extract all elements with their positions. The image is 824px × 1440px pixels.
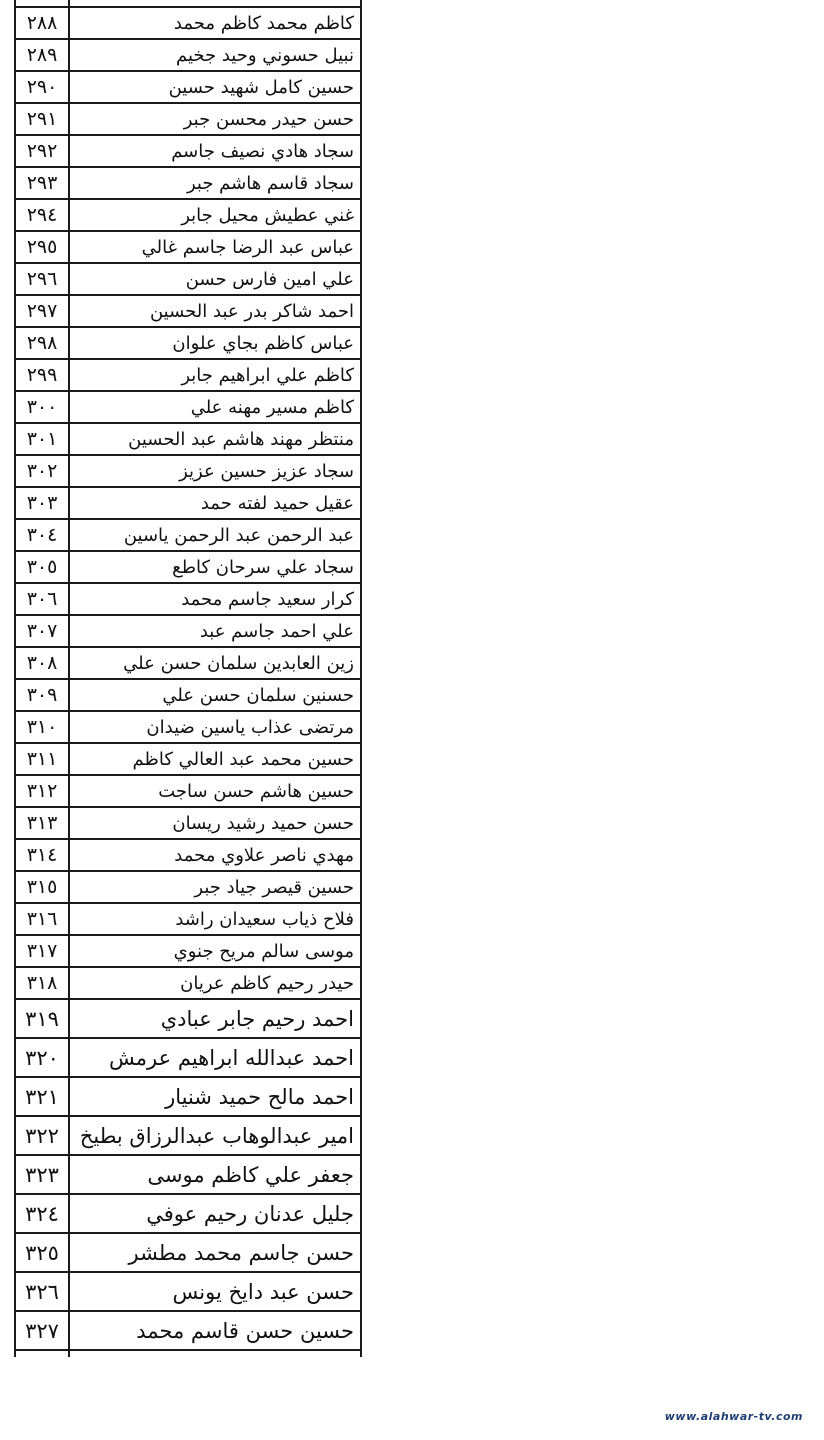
row-name: كاظم محمد كاظم محمد	[69, 7, 361, 39]
row-number: ٣١٩	[15, 999, 69, 1038]
table-row	[15, 1194, 361, 1233]
table-row	[15, 1155, 361, 1194]
row-name: حسن عبد دايخ يونس	[69, 1272, 361, 1311]
table-row	[15, 1233, 361, 1272]
row-number: ٣١٠	[15, 711, 69, 743]
row-name: غني عطيش محيل جابر	[69, 199, 361, 231]
row-number: ٣٢٥	[15, 1233, 69, 1272]
row-name: حيدر رحيم كاظم عريان	[69, 967, 361, 999]
row-number: ٣٢١	[15, 1077, 69, 1116]
row-number: ٢٩٧	[15, 295, 69, 327]
row-number: ٣٠١	[15, 423, 69, 455]
table-row	[15, 167, 361, 199]
row-name: احمد مالح حميد شنيار	[69, 1077, 361, 1116]
row-name: حسين محمد عبد العالي كاظم	[69, 743, 361, 775]
row-name: حسين حسن قاسم محمد	[69, 1311, 361, 1350]
row-number: ٣٠٢	[15, 455, 69, 487]
row-number: ٣٢٣	[15, 1155, 69, 1194]
table-row	[15, 903, 361, 935]
row-name: عبد الرحمن عبد الرحمن ياسين	[69, 519, 361, 551]
table-row	[15, 743, 361, 775]
row-name: منتظر مهند هاشم عبد الحسين	[69, 423, 361, 455]
row-number: ٢٩٢	[15, 135, 69, 167]
table-row	[15, 615, 361, 647]
row-number: ٣٢٧	[15, 1311, 69, 1350]
row-name: سجاد قاسم هاشم جبر	[69, 167, 361, 199]
row-number: ٣١٢	[15, 775, 69, 807]
row-number: ٣٢٦	[15, 1272, 69, 1311]
row-name: مهدي ناصر علاوي محمد	[69, 839, 361, 871]
row-name: كاظم علي ابراهيم جابر	[69, 359, 361, 391]
row-name: احمد شاكر بدر عبد الحسين	[69, 295, 361, 327]
table-row	[15, 199, 361, 231]
row-number: ٣٠٠	[15, 391, 69, 423]
row-name: عباس كاظم بجاي علوان	[69, 327, 361, 359]
table-row	[15, 391, 361, 423]
row-name: احمد عبدالله ابراهيم عرمش	[69, 1038, 361, 1077]
table-row	[15, 775, 361, 807]
table-row	[15, 1038, 361, 1077]
table-row-cut-bottom	[15, 1350, 361, 1357]
row-number: ٢٨٨	[15, 7, 69, 39]
row-number: ٣٠٩	[15, 679, 69, 711]
row-number: ٣١٤	[15, 839, 69, 871]
row-name: جعفر علي كاظم موسى	[69, 1155, 361, 1194]
table-row	[15, 487, 361, 519]
row-name: حسين كامل شهيد حسين	[69, 71, 361, 103]
table-row	[15, 455, 361, 487]
table-row	[15, 263, 361, 295]
table-row	[15, 551, 361, 583]
row-name: امير عبدالوهاب عبدالرزاق بطيخ	[69, 1116, 361, 1155]
table-row	[15, 103, 361, 135]
row-name: حسن جاسم محمد مطشر	[69, 1233, 361, 1272]
table-row	[15, 231, 361, 263]
row-name: مرتضى عذاب ياسين ضيدان	[69, 711, 361, 743]
cell-name	[69, 0, 361, 7]
row-number: ٢٨٩	[15, 39, 69, 71]
row-name: عقيل حميد لفته حمد	[69, 487, 361, 519]
table-row	[15, 135, 361, 167]
row-name: احمد رحيم جابر عبادي	[69, 999, 361, 1038]
row-name: نبيل حسوني وحيد جخيم	[69, 39, 361, 71]
row-name: سجاد هادي نصيف جاسم	[69, 135, 361, 167]
row-number: ٢٩٤	[15, 199, 69, 231]
row-name: كاظم مسير مهنه علي	[69, 391, 361, 423]
table-row	[15, 935, 361, 967]
row-name: كرار سعيد جاسم محمد	[69, 583, 361, 615]
row-number: ٢٩٥	[15, 231, 69, 263]
row-number: ٣٠٣	[15, 487, 69, 519]
table-row	[15, 647, 361, 679]
row-number: ٣١٦	[15, 903, 69, 935]
row-name: زين العابدين سلمان حسن علي	[69, 647, 361, 679]
row-number: ٣٢٤	[15, 1194, 69, 1233]
table-row	[15, 423, 361, 455]
names-table	[14, 0, 362, 1357]
row-number: ٣١٧	[15, 935, 69, 967]
row-name: حسن حميد رشيد ريسان	[69, 807, 361, 839]
row-name: حسن حيدر محسن جبر	[69, 103, 361, 135]
row-number: ٢٩٨	[15, 327, 69, 359]
table-row	[15, 7, 361, 39]
table-row	[15, 711, 361, 743]
table-row	[15, 871, 361, 903]
row-number: ٢٩١	[15, 103, 69, 135]
table-row	[15, 295, 361, 327]
row-number: ٢٩٠	[15, 71, 69, 103]
table-row	[15, 839, 361, 871]
table-row	[15, 1116, 361, 1155]
row-number: ٣١٥	[15, 871, 69, 903]
row-number: ٣١٨	[15, 967, 69, 999]
table-row	[15, 39, 361, 71]
row-number: ٣٠٧	[15, 615, 69, 647]
table-row-cut-top	[15, 0, 361, 7]
row-name: عباس عبد الرضا جاسم غالي	[69, 231, 361, 263]
table-row	[15, 807, 361, 839]
row-name: حسنين سلمان حسن علي	[69, 679, 361, 711]
row-number: ٣٠٦	[15, 583, 69, 615]
row-number: ٣٢٠	[15, 1038, 69, 1077]
row-name: جليل عدنان رحيم عوفي	[69, 1194, 361, 1233]
row-name: حسين هاشم حسن ساجت	[69, 775, 361, 807]
row-name: موسى سالم مريح جنوي	[69, 935, 361, 967]
table-row	[15, 583, 361, 615]
table-row	[15, 1077, 361, 1116]
cell-number	[15, 0, 69, 7]
row-name: سجاد عزيز حسين عزيز	[69, 455, 361, 487]
cell-name	[69, 1350, 361, 1357]
watermark-text: www.alahwar-tv.com	[662, 1409, 806, 1424]
table-row	[15, 967, 361, 999]
table-row	[15, 679, 361, 711]
row-number: ٣٠٥	[15, 551, 69, 583]
names-table-container	[14, 0, 362, 1357]
table-row	[15, 359, 361, 391]
row-name: سجاد علي سرحان كاطع	[69, 551, 361, 583]
cell-number	[15, 1350, 69, 1357]
row-name: علي احمد جاسم عبد	[69, 615, 361, 647]
table-row	[15, 519, 361, 551]
row-name: فلاح ذياب سعيدان راشد	[69, 903, 361, 935]
table-row	[15, 327, 361, 359]
row-name: علي امين فارس حسن	[69, 263, 361, 295]
row-number: ٣٠٤	[15, 519, 69, 551]
row-number: ٣١١	[15, 743, 69, 775]
table-row	[15, 71, 361, 103]
row-number: ٣٠٨	[15, 647, 69, 679]
row-number: ٣٢٢	[15, 1116, 69, 1155]
table-row	[15, 1311, 361, 1350]
row-number: ٢٩٩	[15, 359, 69, 391]
row-number: ٣١٣	[15, 807, 69, 839]
names-table-body	[15, 0, 361, 1357]
row-number: ٢٩٣	[15, 167, 69, 199]
table-row	[15, 1272, 361, 1311]
row-number: ٢٩٦	[15, 263, 69, 295]
row-name: حسين قيصر جياد جبر	[69, 871, 361, 903]
table-row	[15, 999, 361, 1038]
